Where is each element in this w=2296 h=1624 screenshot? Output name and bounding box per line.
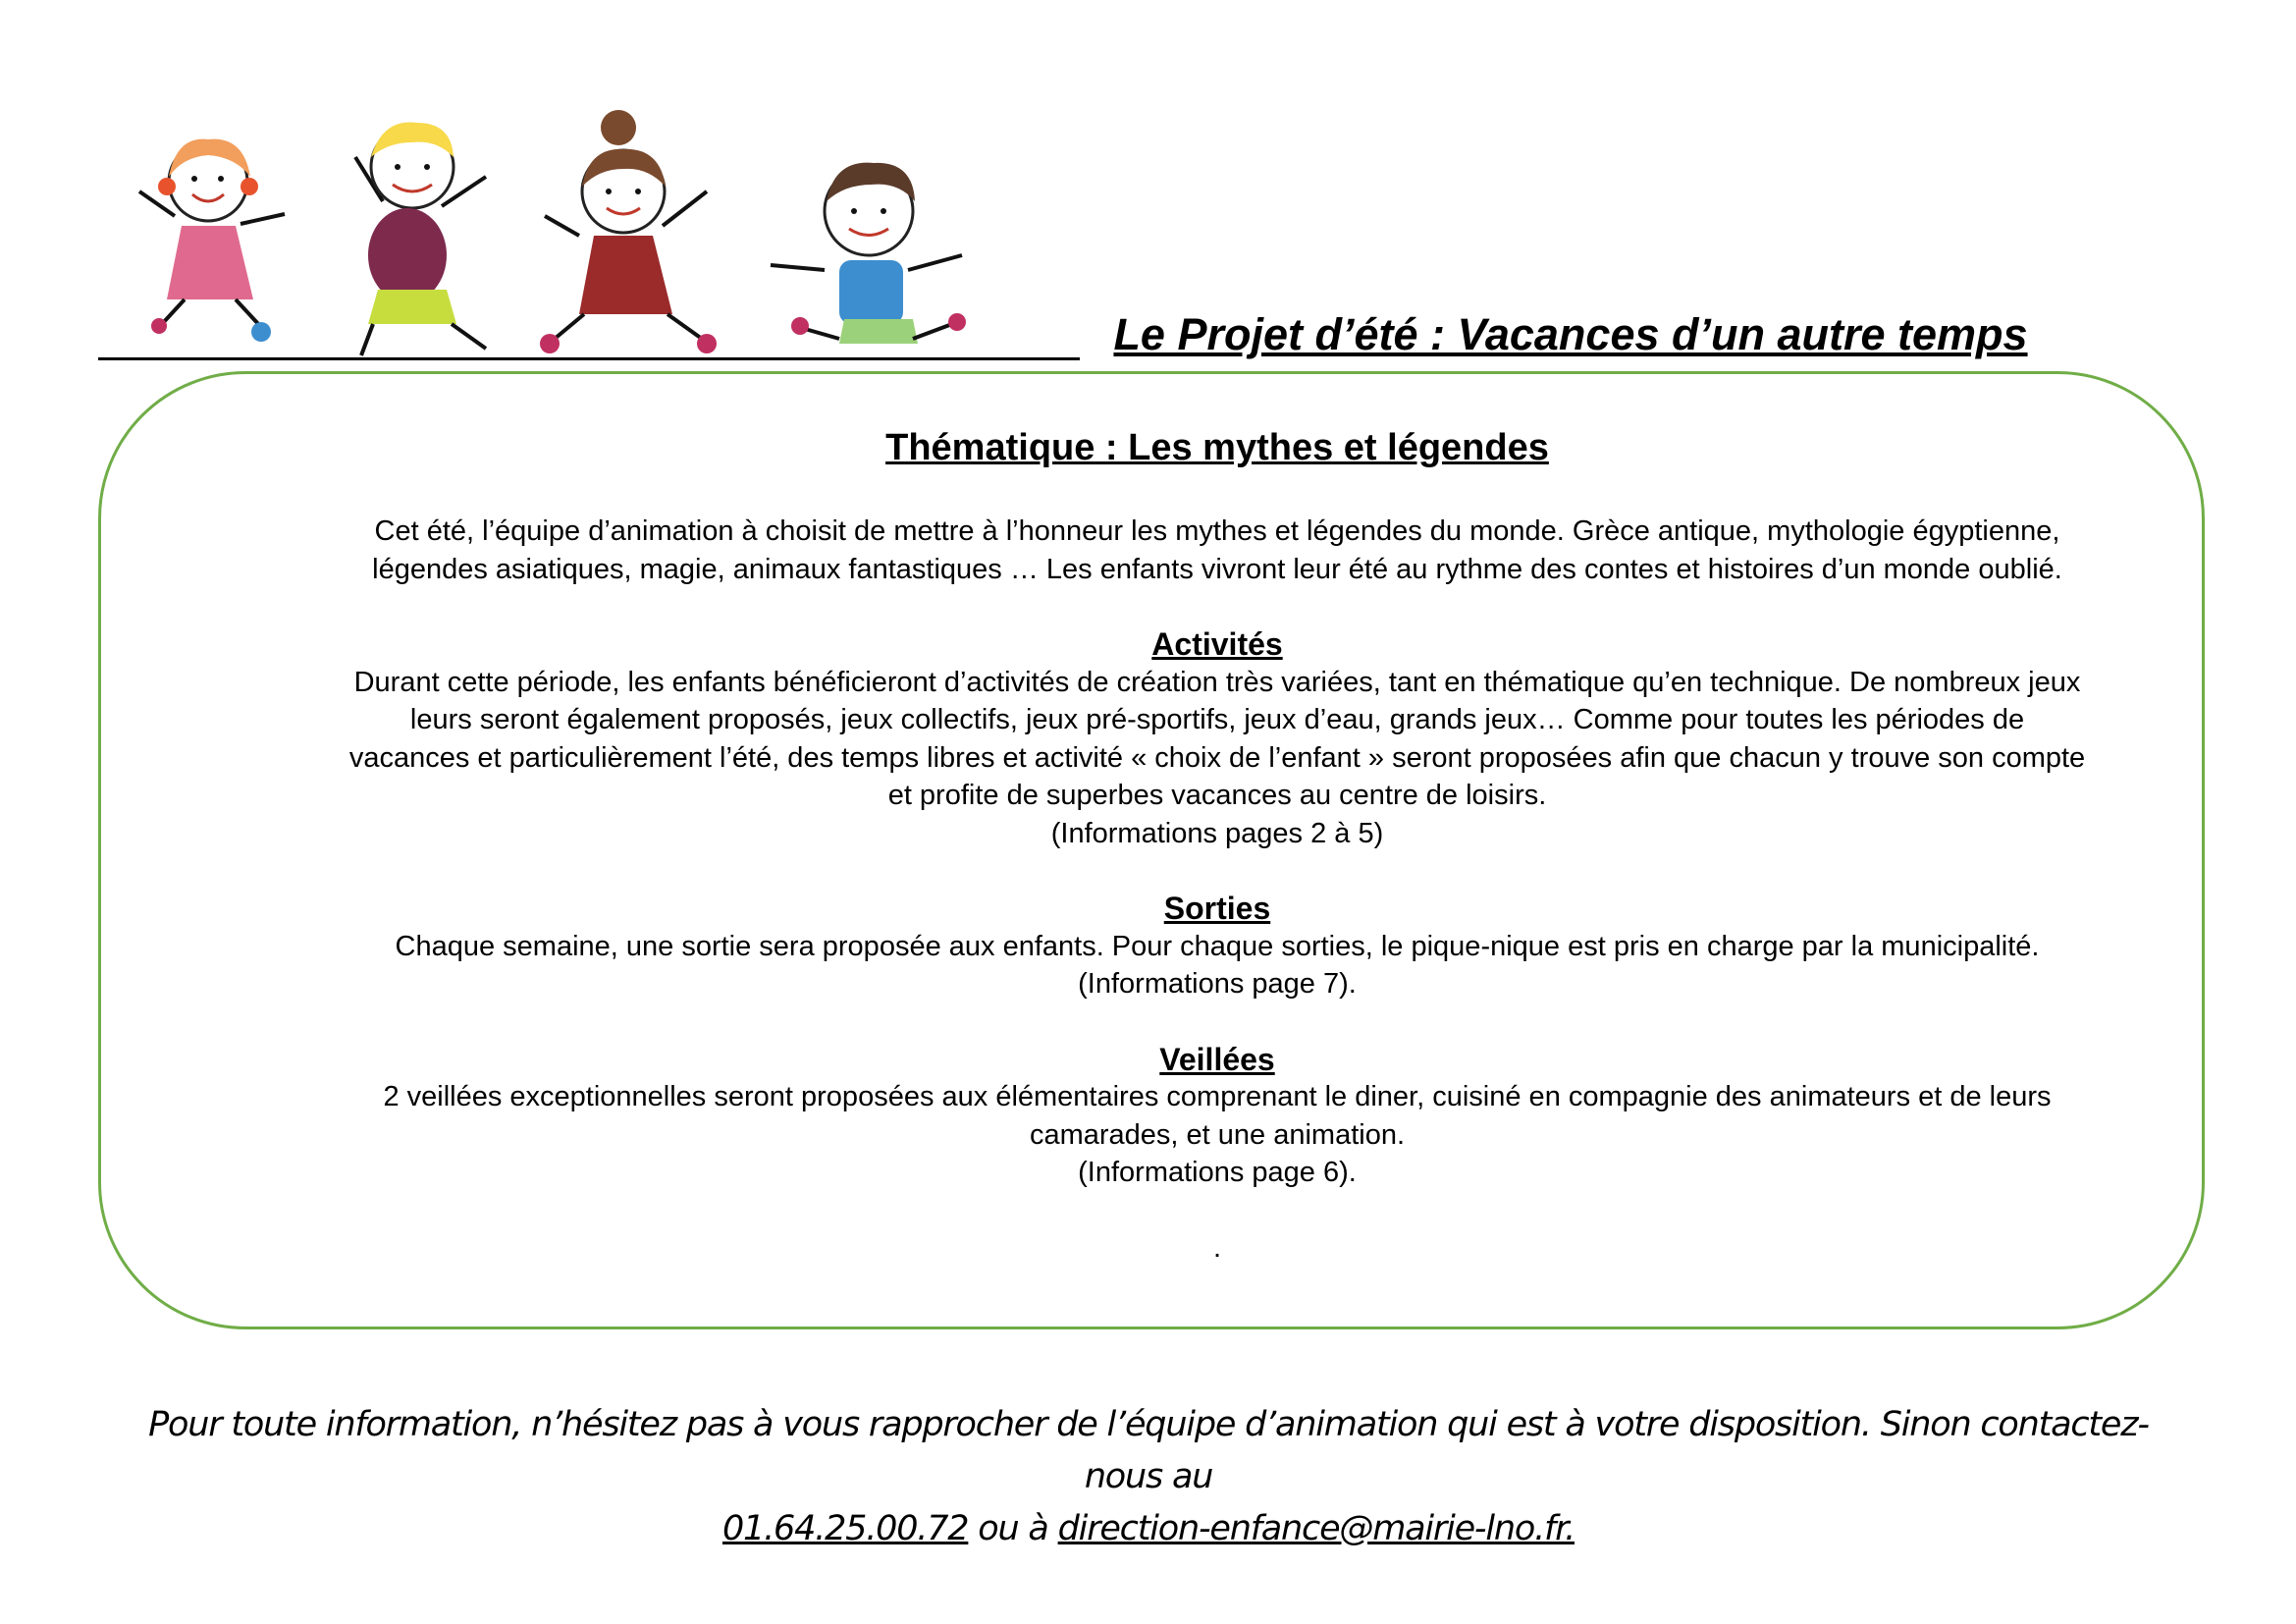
footer-connector: ou à <box>968 1509 1058 1548</box>
page-title: Le Projet d’été : Vacances d’un autre temps <box>1113 309 2028 359</box>
children-illustration <box>98 98 1080 363</box>
activites-title: Activités <box>1151 626 1283 662</box>
panel-content <box>275 424 2160 1267</box>
veillees-info: (Informations page 6). <box>1078 1157 1357 1188</box>
phone-link[interactable]: 01.64.25.00.72 <box>721 1509 969 1548</box>
footer-contact <box>118 1399 2179 1555</box>
veillees-title: Veillées <box>1159 1041 1275 1077</box>
activites-line: vacances et particulièrement l’été, des temps libres et activité « choix de l’enfant » seront proposées afin que chacun y trouve son compte <box>348 741 2086 774</box>
child-girl-brown-hair <box>540 110 717 353</box>
header-rule <box>98 357 1080 360</box>
veillees-line: 2 veillées exceptionnelles seront proposées aux élémentaires comprenant le diner, cuisiné en compagnie des animateurs et de leurs <box>383 1081 2052 1112</box>
child-boy-yellow-hair <box>355 122 486 355</box>
intro-line: Cet été, l’équipe d’animation à choisit de mettre à l’honneur les mythes et légendes du monde. Grèce antique, mythologie égyptienne, <box>374 515 2060 547</box>
child-girl-orange-hair <box>139 139 285 342</box>
footer-contact-line <box>118 1503 2179 1555</box>
sorties-line: Chaque semaine, une sortie sera proposée aux enfants. Pour chaque sorties, le pique-nique est pris en charge par la municipalité. <box>395 930 2040 962</box>
activites-line: et profite de superbes vacances au centre de loisirs. <box>887 780 1547 811</box>
activites-line: Durant cette période, les enfants bénéficieront d’activités de création très variées, tant en thématique qu’en technique. De nombreux jeux <box>353 666 2081 698</box>
activites-info: (Informations pages 2 à 5) <box>1050 817 1384 849</box>
sorties-info: (Informations page 7). <box>1078 968 1357 1000</box>
veillees-line: camarades, et une animation. <box>1029 1118 1406 1151</box>
email-link[interactable]: direction-enfance@mairie-lno.fr. <box>1057 1509 1575 1548</box>
child-boy-dark-hair <box>771 163 966 344</box>
footer-text: Pour toute information, n’hésitez pas à vous rapprocher de l’équipe d’animation qui est à votre disposition. Sinon contactez-nous au <box>148 1405 2149 1496</box>
sorties-title: Sorties <box>1163 891 1271 926</box>
activites-line: leurs seront également proposés, jeux collectifs, jeux pré-sportifs, jeux d’eau, grands jeux… Comme pour toutes les périodes de <box>409 704 2025 735</box>
trailing-dot: . <box>1212 1231 1222 1264</box>
intro-line: légendes asiatiques, magie, animaux fantastiques … Les enfants vivront leur été au rythme des contes et histoires d’un monde oublié. <box>372 553 2062 585</box>
theme-title: Thématique : Les mythes et légendes <box>885 427 1549 468</box>
